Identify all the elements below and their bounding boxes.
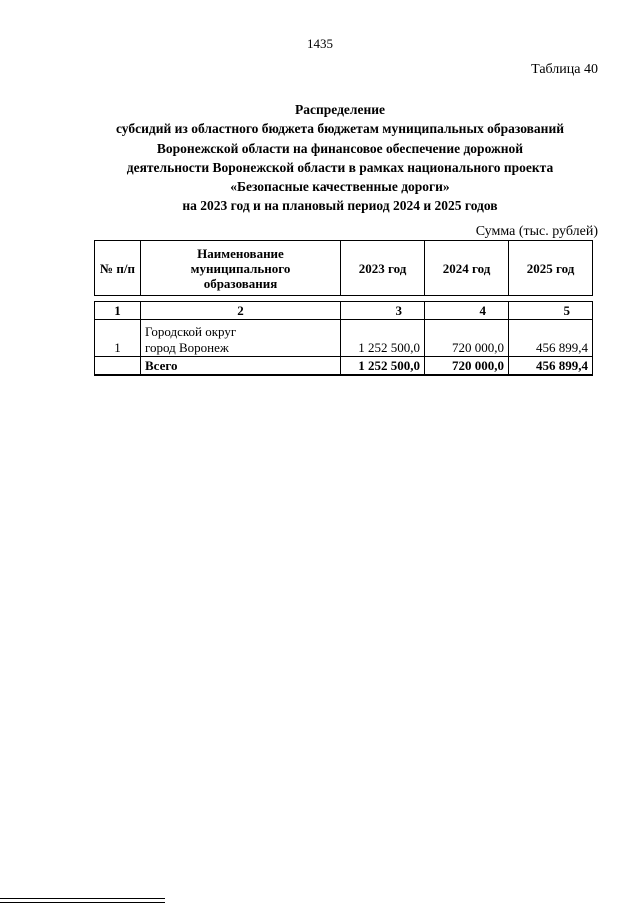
column-number: 1 bbox=[95, 302, 141, 320]
column-number-row bbox=[95, 302, 593, 320]
page-number: 1435 bbox=[307, 36, 333, 51]
row-2023: 1 252 500,0 bbox=[341, 320, 425, 357]
header-2023: 2023 год bbox=[341, 241, 425, 296]
row-name-line: Городской округ bbox=[145, 324, 237, 339]
header-num: № п/п bbox=[95, 241, 141, 296]
table-header bbox=[94, 240, 593, 296]
title-line: на 2023 год и на плановый период 2024 и 2025 годов bbox=[182, 198, 498, 214]
row-2025: 456 899,4 bbox=[509, 320, 593, 357]
footer-rule bbox=[0, 902, 165, 903]
column-number: 5 bbox=[509, 302, 593, 320]
title-line: субсидий из областного бюджета бюджетам муниципальных образований bbox=[115, 121, 565, 137]
row-name bbox=[141, 320, 341, 357]
total-2025: 456 899,4 bbox=[509, 357, 593, 376]
footer-rule bbox=[0, 898, 165, 899]
header-name: Наименование муниципального образования bbox=[141, 241, 341, 296]
title-line: деятельности Воронежской области в рамках национального проекта bbox=[126, 159, 554, 175]
header-2024: 2024 год bbox=[425, 241, 509, 296]
column-number: 3 bbox=[341, 302, 425, 320]
total-2023: 1 252 500,0 bbox=[341, 357, 425, 376]
unit-note: Сумма (тыс. рублей) bbox=[475, 224, 598, 239]
total-label: Всего bbox=[141, 357, 341, 376]
total-num-cell bbox=[95, 357, 141, 376]
row-num: 1 bbox=[95, 320, 141, 357]
table-label: Таблица 40 bbox=[531, 62, 598, 77]
table-row bbox=[95, 320, 593, 357]
distribution-table bbox=[94, 301, 593, 376]
header-2025: 2025 год bbox=[509, 241, 593, 296]
title-line: Воронежской области на финансовое обеспечение дорожной bbox=[156, 140, 524, 156]
total-row bbox=[95, 357, 593, 376]
row-2024: 720 000,0 bbox=[425, 320, 509, 357]
row-name-line: город Воронеж bbox=[145, 340, 229, 355]
column-number: 2 bbox=[141, 302, 341, 320]
document-title bbox=[60, 100, 620, 216]
column-number: 4 bbox=[425, 302, 509, 320]
title-line: Распределение bbox=[294, 102, 386, 117]
total-2024: 720 000,0 bbox=[425, 357, 509, 376]
title-line: «Безопасные качественные дороги» bbox=[230, 179, 450, 195]
